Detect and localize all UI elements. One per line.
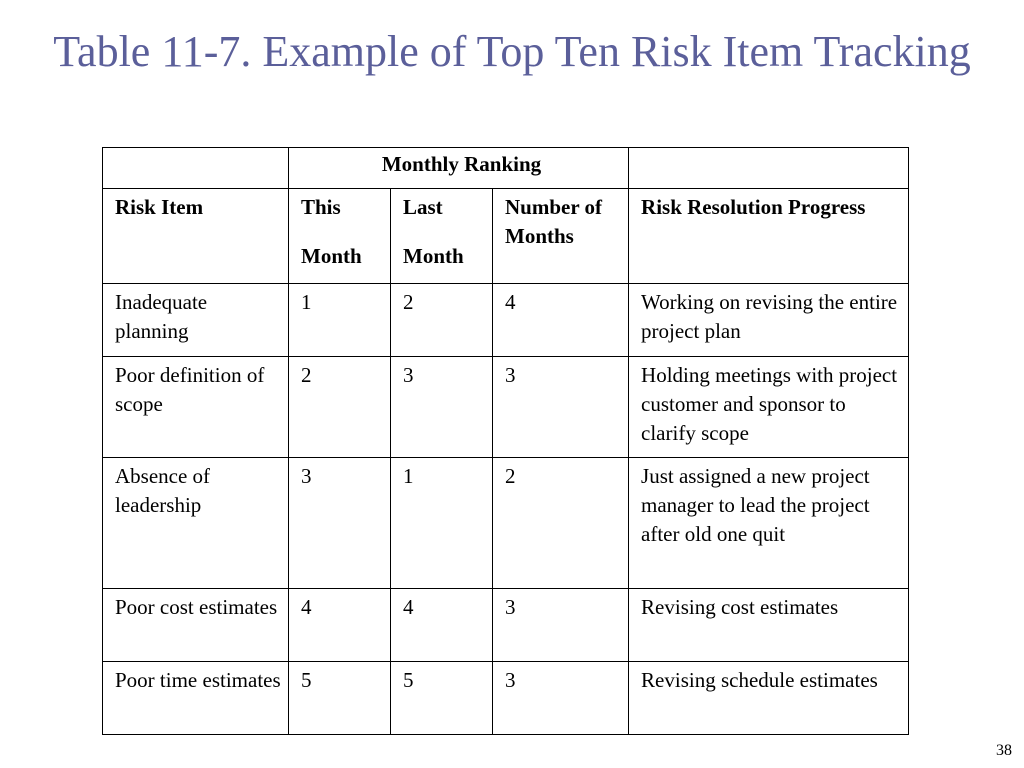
risk-item-cell: Poor definition of scope — [103, 357, 289, 458]
this-month-cell: 5 — [289, 662, 391, 735]
table-row — [103, 284, 909, 357]
risk-item-cell: Poor cost estimates — [103, 589, 289, 662]
progress-cell: Working on revising the entire project plan — [629, 284, 909, 357]
slide-title: Table 11-7. Example of Top Ten Risk Item Tracking — [53, 27, 971, 76]
group-header-row — [103, 148, 909, 189]
last-month-header-line1: Last — [403, 195, 443, 219]
last-month-cell: 5 — [391, 662, 493, 735]
table-row — [103, 662, 909, 735]
progress-cell: Just assigned a new project manager to lead the project after old one quit — [629, 458, 909, 589]
this-month-header-line2: Month — [301, 244, 362, 268]
last-month-header-line2: Month — [403, 244, 464, 268]
risk-item-header: Risk Item — [103, 189, 289, 284]
this-month-cell: 1 — [289, 284, 391, 357]
this-month-header-line1: This — [301, 195, 341, 219]
number-of-months-cell: 3 — [493, 662, 629, 735]
table-row — [103, 458, 909, 589]
last-month-cell: 1 — [391, 458, 493, 589]
progress-header: Risk Resolution Progress — [629, 189, 909, 284]
number-of-months-cell: 2 — [493, 458, 629, 589]
page-number: 38 — [996, 742, 1012, 759]
number-of-months-cell: 3 — [493, 357, 629, 458]
risk-tracking-table — [102, 147, 909, 735]
number-of-months-cell: 4 — [493, 284, 629, 357]
last-month-cell: 2 — [391, 284, 493, 357]
last-month-cell: 3 — [391, 357, 493, 458]
empty-header-cell — [103, 148, 289, 189]
number-of-months-cell: 3 — [493, 589, 629, 662]
this-month-cell: 2 — [289, 357, 391, 458]
table-row — [103, 357, 909, 458]
progress-cell: Revising schedule estimates — [629, 662, 909, 735]
number-of-months-header: Number of Months — [493, 189, 629, 284]
last-month-header — [391, 189, 493, 284]
risk-item-cell: Inadequate planning — [103, 284, 289, 357]
column-header-row — [103, 189, 909, 284]
risk-item-cell: Poor time estimates — [103, 662, 289, 735]
table-row — [103, 589, 909, 662]
risk-item-cell: Absence of leadership — [103, 458, 289, 589]
monthly-ranking-header: Monthly Ranking — [289, 148, 629, 189]
progress-cell: Holding meetings with project customer and sponsor to clarify scope — [629, 357, 909, 458]
progress-cell: Revising cost estimates — [629, 589, 909, 662]
empty-header-cell — [629, 148, 909, 189]
last-month-cell: 4 — [391, 589, 493, 662]
this-month-header — [289, 189, 391, 284]
this-month-cell: 4 — [289, 589, 391, 662]
this-month-cell: 3 — [289, 458, 391, 589]
